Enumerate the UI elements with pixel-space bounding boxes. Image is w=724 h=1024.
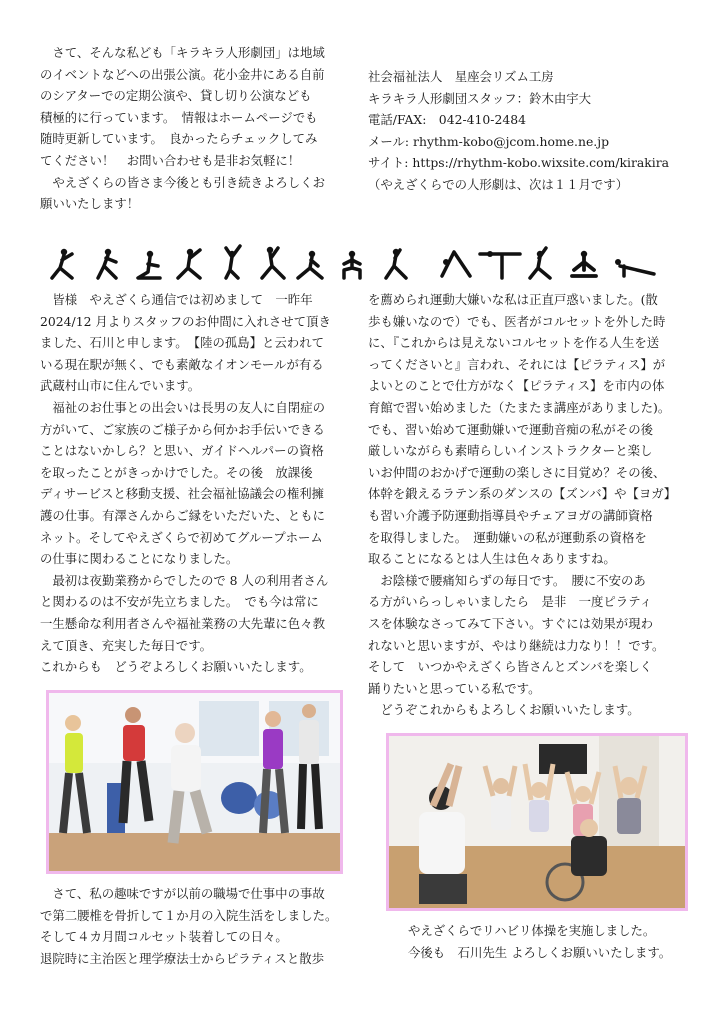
text-line: でも、習い始めて運動嫌いで運動音痴の私がその後 — [368, 421, 653, 437]
text-line: に、『これからは見えないコルセットを作る人生を送 — [368, 335, 660, 351]
email-address: メール: rhythm-kobo@jcom.home.ne.jp — [368, 133, 610, 149]
text-line: 福祉のお仕事との出会いは長男の友人に自閉症の — [40, 399, 325, 415]
text-line: の仕事に関わることになりました。 — [40, 551, 239, 567]
text-line: スを体験なさってみて下さい。すぐには効果が現わ — [368, 615, 653, 631]
theater-announcement — [40, 42, 350, 215]
text-line: ってくださいと』言われ、それには【ピラティス】が — [368, 356, 666, 372]
yoga-pose-icon — [298, 251, 322, 278]
text-line: いお仲間のおかげで運動の楽しさに目覚め？その後、 — [368, 464, 666, 480]
text-line: 護の仕事。有澤さんからご縁をいただいた、ともに — [40, 507, 325, 523]
text-line: てください！ お問い合わせも是非お気軽に！ — [40, 152, 301, 168]
text-line: さて、そんな私ども「キラキラ人形劇団」は地域 — [40, 45, 325, 60]
phone-fax: 電話/FAX: 042-410-2484 — [368, 112, 527, 128]
text-line: 取ることになるとは人生は色々ありますね。 — [368, 551, 616, 567]
text-line: 随時更新しています。 良かったらチェックしてみ — [40, 131, 318, 147]
text-line: 厳しいながらも素晴らしいインストラクターと楽し — [368, 443, 653, 459]
text-line: を薦められ運動大嫌いな私は正直戸惑いました。(散 — [368, 292, 658, 307]
yoga-pose-icon — [262, 247, 284, 278]
text-line: どうぞこれからもよろしくお願いいたします。 — [368, 702, 640, 718]
text-line: 一生懸命な利用者さんや福祉業務の大先輩に色々教 — [40, 615, 325, 631]
caption-line: 今後も 石川先生 よろしくお願いいたします。 — [408, 944, 672, 960]
next-show-note: （やえざくらでの人形劇は、次は１１月です） — [368, 176, 629, 192]
text-line: よいとのことで仕方がなく【ピラティス】を市内の体 — [368, 378, 665, 394]
website-url: サイト: https://rhythm-kobo.wixsite.com/kirakira — [368, 155, 670, 171]
text-line: 体幹を鍛えるラテン系のダンスの【ズンバ】や【ヨガ】 — [368, 486, 677, 502]
rehab-exercise-photo — [386, 733, 688, 911]
text-line: 2024/12 月よりスタッフのお仲間に入れさせて頂き — [40, 313, 331, 329]
text-line: で第二腰椎を骨折して１か月の入院生活をしました。 — [40, 907, 338, 923]
text-line: いる現在駅が無く、でも素敵なイオンモールが有る — [40, 356, 324, 372]
text-line: ことはないかしら？と思い、ガイドヘルパーの資格 — [40, 443, 324, 459]
text-line: を取得しました。 運動嫌いの私が運動系の資格を — [368, 529, 647, 545]
text-line: 積極的に行っています。 情報はホームページでも — [40, 109, 318, 125]
exercise-class-photo — [46, 690, 343, 874]
text-line: 踊りたいと思っている私です。 — [368, 680, 541, 696]
text-line: やえざくらの皆さま今後とも引き続きよろしくお — [40, 174, 325, 190]
text-line: れないと思いますが、やはり継続は力なり！！です。 — [368, 637, 665, 653]
yoga-pose-icon — [530, 248, 550, 278]
yoga-pose-icon — [178, 249, 200, 278]
text-line: さて、私の趣味ですが以前の職場で仕事中の事故 — [40, 886, 325, 901]
text-line: そして いつかやえざくら皆さんとズンバを楽しく — [368, 659, 653, 675]
text-line: 皆様 やえざくら通信では初めまして 一昨年 — [40, 292, 313, 307]
contact-info — [368, 66, 688, 196]
text-line: も習い介護予防運動指導員やチェアヨガの講師資格 — [368, 507, 653, 523]
yoga-pose-icon — [98, 249, 116, 278]
yoga-pose-icon — [572, 251, 596, 276]
text-line: 最初は夜勤業務からでしたので 8 人の利用者さん — [40, 572, 329, 588]
text-line: ネット。そしてやえざくらで初めてグループホーム — [40, 529, 323, 545]
introduction-column-left — [40, 289, 360, 678]
text-line: えて頂き、充実した毎日です。 — [40, 637, 212, 653]
yoga-pose-icon — [226, 246, 240, 278]
text-line: お陰様で腰痛知らずの毎日です。 腰に不安のあ — [368, 572, 646, 588]
introduction-column-right — [368, 289, 688, 721]
yoga-pose-icon — [480, 251, 520, 278]
text-line: る方がいらっしゃいましたら 是非 一度ピラティ — [368, 594, 652, 610]
yoga-pose-icon — [344, 251, 360, 278]
staff-name: キラキラ人形劇団スタッフ：鈴木由宇大 — [368, 90, 592, 106]
text-line: 歩も嫌いなので）でも、医者がコルセットを外した時 — [368, 313, 666, 329]
rehab-photo-caption — [408, 920, 708, 963]
text-line: を取ったことがきっかけでした。その後 放課後 — [40, 464, 313, 480]
text-line: 退院時に主治医と理学療法士からピラティスと散歩 — [40, 950, 324, 966]
text-line: 武蔵村山市に住んでいます。 — [40, 378, 201, 394]
yoga-pose-icon — [138, 251, 160, 278]
text-line: のイベントなどへの出張公演。花小金井にある自前 — [40, 66, 325, 82]
text-line: ました、石川と申します。 【陸の孤島】と云われて — [40, 335, 324, 351]
text-line: ディサービスと移動支援、社会福祉協議会の権利擁 — [40, 486, 324, 502]
text-line: これからも どうぞよろしくお願いいたします。 — [40, 659, 312, 675]
text-line: そして４カ月間コルセット装着しての日々。 — [40, 929, 288, 945]
text-line: と関わるのは不安が先立ちました。 でも今は常に — [40, 594, 319, 610]
hobby-paragraph — [40, 883, 360, 969]
yoga-pose-icon — [52, 249, 72, 278]
organization-name: 社会福祉法人 星座会リズム工房 — [368, 69, 554, 84]
text-line: 願いいたします！ — [40, 196, 140, 212]
yoga-pose-icon — [615, 259, 654, 276]
text-line: 方がいて、ご家族のご様子から何かお手伝いできる — [40, 421, 325, 437]
yoga-pose-icon — [442, 252, 470, 276]
caption-line: やえざくらでリハビリ体操を実施しました。 — [408, 923, 656, 938]
text-line: のシアターでの定期公演や、貸し切り公演なども — [40, 88, 312, 104]
yoga-divider — [50, 244, 670, 282]
yoga-pose-icon — [386, 249, 406, 278]
text-line: 育館で習い始めました（たまたま講座がありました)。 — [368, 399, 671, 415]
